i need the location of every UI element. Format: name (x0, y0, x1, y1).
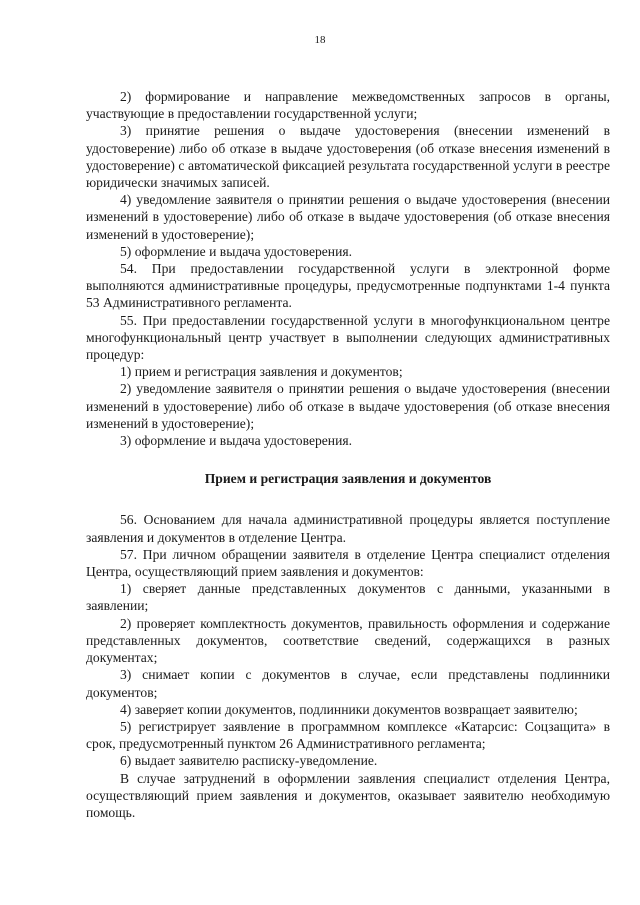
paragraph: 6) выдает заявителю расписку-уведомление. (120, 753, 378, 769)
page-number: 18 (314, 34, 326, 46)
paragraph: 2) проверяет комплектность документов, правильность оформления и содержание представленных документов, соответствие сведений, содержащихся в разных документах; (86, 615, 610, 666)
paragraph: 4) заверяет копии документов, подлинники документов возвращает заявителю; (120, 701, 578, 717)
paragraph: 55. При предоставлении государственной услуги в многофункциональном центре многофункциональный центр участвует в выполнении следующих административных процедур: (86, 312, 610, 363)
paragraph: 3) оформление и выдача удостоверения. (120, 433, 353, 449)
paragraph: 3) снимает копии с документов в случае, если представлены подлинники документов; (86, 667, 610, 700)
paragraph: 5) регистрирует заявление в программном комплексе «Катарсис: Соцзащита» в срок, предусмотренный пунктом 26 Административного регламента; (86, 718, 610, 752)
paragraph: В случае затруднений в оформлении заявления специалист отделения Центра, осуществляющий прием заявления и документов, оказывает заявителю необходимую помощь. (86, 770, 610, 820)
document-body (86, 88, 610, 821)
paragraph: 2) формирование и направление межведомственных запросов в органы, участвующие в предоставлении государственной услуги; (86, 89, 610, 122)
paragraph: 1) прием и регистрация заявления и документов; (120, 364, 403, 380)
paragraph: 1) сверяет данные представленных документов с данными, указанными в заявлении; (86, 581, 610, 614)
paragraph: 2) уведомление заявителя о принятии решения о выдаче удостоверения (внесении изменений в удостоверение) либо об отказе в выдаче удостоверения (об отказе внесения изменений в удостоверение); (86, 381, 610, 431)
paragraph: 4) уведомление заявителя о принятии решения о выдаче удостоверения (внесении изменений в удостоверение) либо об отказе в выдаче удостоверения (об отказе внесения изменений в удостоверение); (86, 192, 610, 242)
section-heading: Прием и регистрация заявления и документов (204, 471, 492, 487)
paragraph: 57. При личном обращении заявителя в отделение Центра специалист отделения Центра, осуществляющий прием заявления и документов: (86, 546, 610, 580)
paragraph: 3) принятие решения о выдаче удостоверения (внесении изменений в удостоверение) либо об отказе в выдаче удостоверения (об отказе внесения изменений в удостоверение) с автоматической фиксацией результата государственной услуги в реестре юридически значимых записей. (86, 123, 610, 191)
paragraph: 5) оформление и выдача удостоверения. (120, 243, 353, 259)
paragraph: 56. Основанием для начала административной процедуры является поступление заявления и документов в отделение Центра. (86, 512, 610, 545)
paragraph: 54. При предоставлении государственной услуги в электронной форме выполняются административные процедуры, предусмотренные подпунктами 1-4 пункта 53 Административного регламента. (86, 261, 610, 311)
